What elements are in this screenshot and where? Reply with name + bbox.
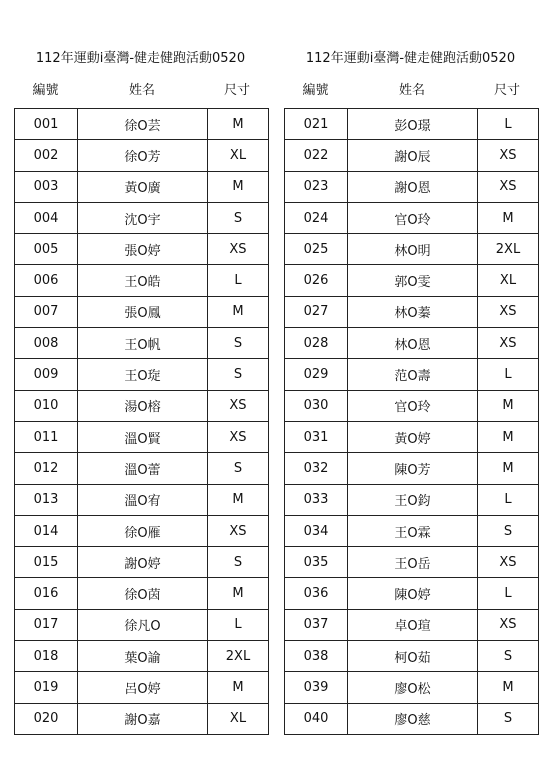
table-row xyxy=(15,359,269,390)
table-row xyxy=(285,547,539,578)
cell-name: 林O蓁 xyxy=(348,296,478,327)
table-row xyxy=(285,609,539,640)
cell-size: M xyxy=(208,296,269,327)
cell-size: L xyxy=(478,359,539,390)
cell-size: M xyxy=(478,202,539,233)
table-row xyxy=(15,641,269,672)
cell-size: XS xyxy=(478,140,539,171)
cell-name: 王O帆 xyxy=(78,328,208,359)
cell-number: 014 xyxy=(15,515,78,546)
cell-size: XS xyxy=(478,609,539,640)
cell-number: 001 xyxy=(15,109,78,140)
table-row xyxy=(285,202,539,233)
cell-size: XL xyxy=(208,703,269,734)
cell-name: 王O皓 xyxy=(78,265,208,296)
cell-size: L xyxy=(478,109,539,140)
table-row xyxy=(15,234,269,265)
cell-name: 呂O婷 xyxy=(78,672,208,703)
roster-title: 112年運動i臺灣-健走健跑活動0520 xyxy=(35,51,246,66)
cell-number: 010 xyxy=(15,390,78,421)
table-row xyxy=(15,140,269,171)
cell-number: 030 xyxy=(285,390,348,421)
header-size: 尺寸 xyxy=(493,82,520,98)
table-row xyxy=(15,547,269,578)
table-row xyxy=(15,578,269,609)
roster-title: 112年運動i臺灣-健走健跑活動0520 xyxy=(305,51,516,66)
cell-number: 002 xyxy=(15,140,78,171)
cell-number: 006 xyxy=(15,265,78,296)
cell-name: 張O婷 xyxy=(78,234,208,265)
cell-number: 031 xyxy=(285,421,348,452)
table-row xyxy=(285,672,539,703)
table-row xyxy=(285,171,539,202)
cell-size: S xyxy=(478,515,539,546)
cell-number: 013 xyxy=(15,484,78,515)
cell-number: 018 xyxy=(15,641,78,672)
cell-number: 004 xyxy=(15,202,78,233)
cell-size: S xyxy=(208,359,269,390)
cell-number: 019 xyxy=(15,672,78,703)
header-name: 姓名 xyxy=(398,82,425,98)
cell-number: 033 xyxy=(285,484,348,515)
header-number: 編號 xyxy=(302,82,329,98)
cell-name: 王O岳 xyxy=(348,547,478,578)
cell-name: 郭O雯 xyxy=(348,265,478,296)
cell-name: 廖O慈 xyxy=(348,703,478,734)
cell-number: 023 xyxy=(285,171,348,202)
table-row xyxy=(285,421,539,452)
header-size: 尺寸 xyxy=(223,82,250,98)
cell-size: M xyxy=(208,171,269,202)
cell-name: 彭O璟 xyxy=(348,109,478,140)
cell-name: 王O鈞 xyxy=(348,484,478,515)
cell-size: M xyxy=(478,453,539,484)
cell-number: 015 xyxy=(15,547,78,578)
cell-name: 林O明 xyxy=(348,234,478,265)
table-row xyxy=(285,109,539,140)
cell-size: S xyxy=(208,328,269,359)
cell-size: XL xyxy=(478,265,539,296)
cell-number: 024 xyxy=(285,202,348,233)
table-row xyxy=(15,515,269,546)
cell-size: 2XL xyxy=(208,641,269,672)
column-headers xyxy=(284,72,537,104)
roster-table xyxy=(14,108,269,735)
cell-name: 卓O瑄 xyxy=(348,609,478,640)
cell-name: 陳O芳 xyxy=(348,453,478,484)
cell-number: 029 xyxy=(285,359,348,390)
cell-name: 溫O宥 xyxy=(78,484,208,515)
cell-name: 陳O婷 xyxy=(348,578,478,609)
cell-name: 葉O諭 xyxy=(78,641,208,672)
cell-name: 王O霖 xyxy=(348,515,478,546)
cell-number: 008 xyxy=(15,328,78,359)
cell-size: L xyxy=(478,578,539,609)
cell-size: M xyxy=(478,421,539,452)
cell-number: 026 xyxy=(285,265,348,296)
cell-name: 范O壽 xyxy=(348,359,478,390)
table-row xyxy=(285,578,539,609)
cell-size: 2XL xyxy=(478,234,539,265)
cell-size: XS xyxy=(478,328,539,359)
cell-number: 017 xyxy=(15,609,78,640)
table-row xyxy=(285,515,539,546)
table-row xyxy=(15,296,269,327)
cell-name: 謝O恩 xyxy=(348,171,478,202)
cell-number: 032 xyxy=(285,453,348,484)
cell-name: 徐O茵 xyxy=(78,578,208,609)
table-row xyxy=(285,703,539,734)
cell-size: M xyxy=(208,484,269,515)
table-row xyxy=(15,265,269,296)
cell-size: M xyxy=(478,672,539,703)
table-row xyxy=(285,390,539,421)
cell-name: 柯O茹 xyxy=(348,641,478,672)
cell-size: S xyxy=(208,547,269,578)
table-row xyxy=(15,390,269,421)
cell-name: 官O玲 xyxy=(348,202,478,233)
cell-number: 016 xyxy=(15,578,78,609)
cell-number: 034 xyxy=(285,515,348,546)
cell-name: 湯O榕 xyxy=(78,390,208,421)
cell-name: 徐O芸 xyxy=(78,109,208,140)
cell-name: 官O玲 xyxy=(348,390,478,421)
cell-number: 003 xyxy=(15,171,78,202)
cell-size: M xyxy=(208,578,269,609)
roster-right xyxy=(284,46,537,735)
cell-name: 廖O松 xyxy=(348,672,478,703)
cell-name: 沈O宇 xyxy=(78,202,208,233)
cell-size: XS xyxy=(478,547,539,578)
table-row xyxy=(15,171,269,202)
cell-name: 溫O賢 xyxy=(78,421,208,452)
cell-number: 005 xyxy=(15,234,78,265)
cell-number: 020 xyxy=(15,703,78,734)
header-name: 姓名 xyxy=(128,82,155,98)
table-row xyxy=(15,421,269,452)
cell-size: XS xyxy=(208,515,269,546)
cell-number: 022 xyxy=(285,140,348,171)
table-row xyxy=(15,202,269,233)
cell-number: 040 xyxy=(285,703,348,734)
cell-number: 021 xyxy=(285,109,348,140)
cell-name: 謝O辰 xyxy=(348,140,478,171)
cell-name: 謝O婷 xyxy=(78,547,208,578)
table-row xyxy=(285,140,539,171)
cell-number: 007 xyxy=(15,296,78,327)
cell-number: 011 xyxy=(15,421,78,452)
cell-size: XS xyxy=(208,234,269,265)
table-row xyxy=(15,703,269,734)
roster-left xyxy=(14,46,267,735)
cell-number: 025 xyxy=(285,234,348,265)
cell-size: S xyxy=(208,453,269,484)
cell-number: 012 xyxy=(15,453,78,484)
cell-size: S xyxy=(478,641,539,672)
cell-name: 徐O芳 xyxy=(78,140,208,171)
cell-number: 009 xyxy=(15,359,78,390)
cell-number: 035 xyxy=(285,547,348,578)
cell-name: 徐O雁 xyxy=(78,515,208,546)
cell-name: 徐凡O xyxy=(78,609,208,640)
header-number: 編號 xyxy=(32,82,59,98)
table-row xyxy=(285,641,539,672)
cell-size: L xyxy=(208,609,269,640)
cell-number: 037 xyxy=(285,609,348,640)
table-row xyxy=(285,453,539,484)
cell-size: L xyxy=(478,484,539,515)
cell-name: 張O鳳 xyxy=(78,296,208,327)
table-row xyxy=(285,265,539,296)
table-row xyxy=(285,328,539,359)
cell-number: 038 xyxy=(285,641,348,672)
table-row xyxy=(15,453,269,484)
table-row xyxy=(285,296,539,327)
cell-size: XS xyxy=(208,421,269,452)
cell-name: 溫O蕾 xyxy=(78,453,208,484)
roster-table xyxy=(284,108,539,735)
table-row xyxy=(285,359,539,390)
cell-name: 王O琁 xyxy=(78,359,208,390)
cell-name: 林O恩 xyxy=(348,328,478,359)
cell-size: L xyxy=(208,265,269,296)
cell-number: 028 xyxy=(285,328,348,359)
table-row xyxy=(285,234,539,265)
table-row xyxy=(15,109,269,140)
cell-size: XL xyxy=(208,140,269,171)
cell-name: 黃O婷 xyxy=(348,421,478,452)
cell-size: M xyxy=(208,672,269,703)
table-row xyxy=(15,672,269,703)
cell-name: 黃O廣 xyxy=(78,171,208,202)
cell-size: M xyxy=(208,109,269,140)
cell-size: M xyxy=(478,390,539,421)
cell-number: 036 xyxy=(285,578,348,609)
table-row xyxy=(15,484,269,515)
cell-size: XS xyxy=(478,296,539,327)
cell-number: 027 xyxy=(285,296,348,327)
column-headers xyxy=(14,72,267,104)
cell-size: XS xyxy=(478,171,539,202)
table-row xyxy=(15,609,269,640)
table-row xyxy=(15,328,269,359)
cell-size: XS xyxy=(208,390,269,421)
cell-number: 039 xyxy=(285,672,348,703)
table-row xyxy=(285,484,539,515)
cell-size: S xyxy=(208,202,269,233)
cell-size: S xyxy=(478,703,539,734)
cell-name: 謝O嘉 xyxy=(78,703,208,734)
